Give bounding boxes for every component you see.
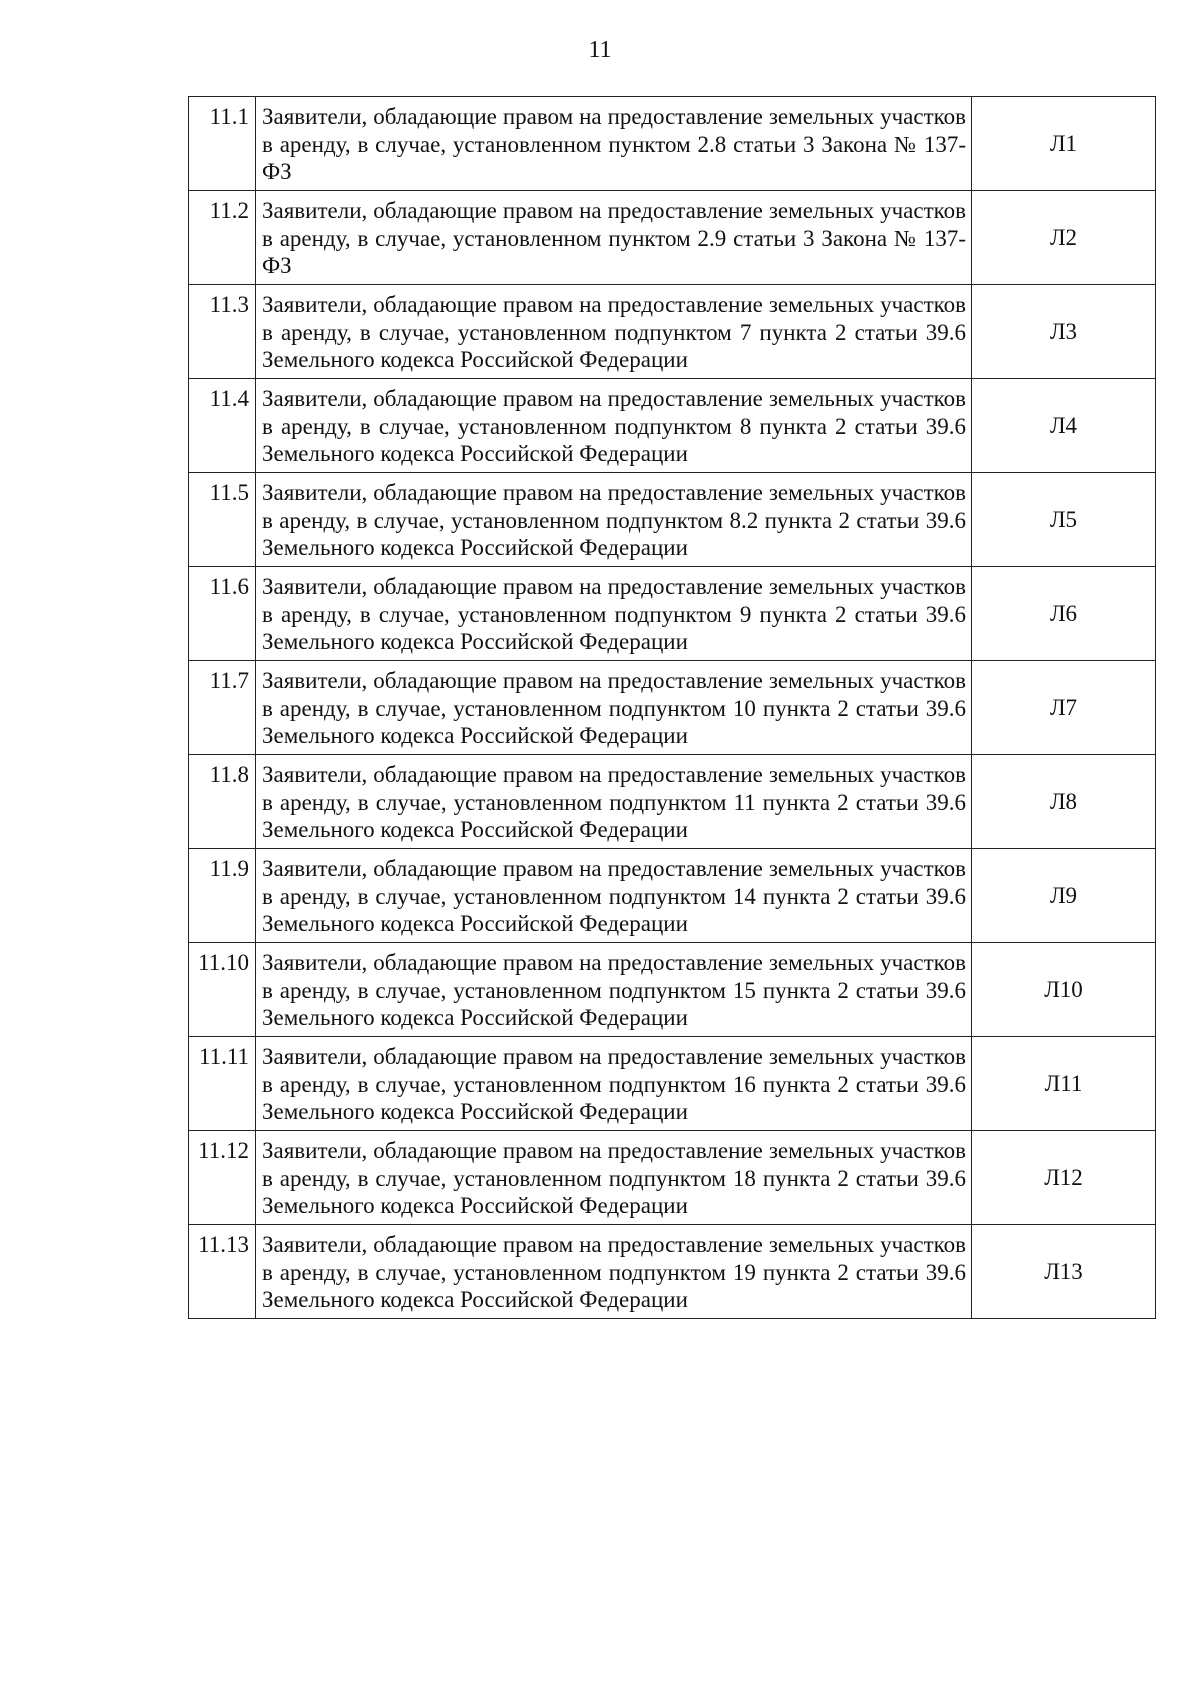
applicants-table bbox=[188, 96, 1156, 1319]
row-number: 11.7 bbox=[189, 661, 256, 755]
table-row bbox=[189, 285, 1156, 379]
table-row bbox=[189, 473, 1156, 567]
row-number: 11.4 bbox=[189, 379, 256, 473]
table-row bbox=[189, 379, 1156, 473]
row-code: Л11 bbox=[972, 1037, 1156, 1131]
row-number: 11.9 bbox=[189, 849, 256, 943]
row-number: 11.6 bbox=[189, 567, 256, 661]
row-number: 11.5 bbox=[189, 473, 256, 567]
row-number: 11.3 bbox=[189, 285, 256, 379]
row-description: Заявители, обладающие правом на предоставление земельных участков в аренду, в случае, установленном подпунктом 9 пункта 2 статьи 39.6 Земельного кодекса Российской Федерации bbox=[256, 567, 972, 661]
table-body bbox=[189, 97, 1156, 1319]
table-row bbox=[189, 191, 1156, 285]
row-number: 11.13 bbox=[189, 1225, 256, 1319]
row-code: Л12 bbox=[972, 1131, 1156, 1225]
row-code: Л13 bbox=[972, 1225, 1156, 1319]
row-number: 11.12 bbox=[189, 1131, 256, 1225]
row-code: Л1 bbox=[972, 97, 1156, 191]
row-number: 11.8 bbox=[189, 755, 256, 849]
row-description: Заявители, обладающие правом на предоставление земельных участков в аренду, в случае, установленном подпунктом 14 пункта 2 статьи 39.6 Земельного кодекса Российской Федерации bbox=[256, 849, 972, 943]
row-code: Л10 bbox=[972, 943, 1156, 1037]
row-code: Л4 bbox=[972, 379, 1156, 473]
row-description: Заявители, обладающие правом на предоставление земельных участков в аренду, в случае, установленном подпунктом 18 пункта 2 статьи 39.6 Земельного кодекса Российской Федерации bbox=[256, 1131, 972, 1225]
row-description: Заявители, обладающие правом на предоставление земельных участков в аренду, в случае, установленном подпунктом 8.2 пункта 2 статьи 39.6 Земельного кодекса Российской Федерации bbox=[256, 473, 972, 567]
row-description: Заявители, обладающие правом на предоставление земельных участков в аренду, в случае, установленном подпунктом 19 пункта 2 статьи 39.6 Земельного кодекса Российской Федерации bbox=[256, 1225, 972, 1319]
table-row bbox=[189, 1225, 1156, 1319]
table-row bbox=[189, 567, 1156, 661]
row-code: Л2 bbox=[972, 191, 1156, 285]
row-description: Заявители, обладающие правом на предоставление земельных участков в аренду, в случае, установленном пунктом 2.9 статьи 3 Закона № 137-ФЗ bbox=[256, 191, 972, 285]
table-row bbox=[189, 97, 1156, 191]
row-description: Заявители, обладающие правом на предоставление земельных участков в аренду, в случае, установленном подпунктом 7 пункта 2 статьи 39.6 Земельного кодекса Российской Федерации bbox=[256, 285, 972, 379]
row-description: Заявители, обладающие правом на предоставление земельных участков в аренду, в случае, установленном подпунктом 15 пункта 2 статьи 39.6 Земельного кодекса Российской Федерации bbox=[256, 943, 972, 1037]
row-number: 11.2 bbox=[189, 191, 256, 285]
table-row bbox=[189, 943, 1156, 1037]
row-number: 11.1 bbox=[189, 97, 256, 191]
table-row bbox=[189, 849, 1156, 943]
row-code: Л9 bbox=[972, 849, 1156, 943]
row-description: Заявители, обладающие правом на предоставление земельных участков в аренду, в случае, установленном пунктом 2.8 статьи 3 Закона № 137-ФЗ bbox=[256, 97, 972, 191]
row-description: Заявители, обладающие правом на предоставление земельных участков в аренду, в случае, установленном подпунктом 10 пункта 2 статьи 39.6 Земельного кодекса Российской Федерации bbox=[256, 661, 972, 755]
row-code: Л8 bbox=[972, 755, 1156, 849]
row-code: Л7 bbox=[972, 661, 1156, 755]
page-number: 11 bbox=[588, 37, 612, 63]
row-number: 11.10 bbox=[189, 943, 256, 1037]
row-number: 11.11 bbox=[189, 1037, 256, 1131]
table-row bbox=[189, 1131, 1156, 1225]
row-description: Заявители, обладающие правом на предоставление земельных участков в аренду, в случае, установленном подпунктом 11 пункта 2 статьи 39.6 Земельного кодекса Российской Федерации bbox=[256, 755, 972, 849]
table-row bbox=[189, 1037, 1156, 1131]
row-description: Заявители, обладающие правом на предоставление земельных участков в аренду, в случае, установленном подпунктом 16 пункта 2 статьи 39.6 Земельного кодекса Российской Федерации bbox=[256, 1037, 972, 1131]
row-code: Л3 bbox=[972, 285, 1156, 379]
table-row bbox=[189, 755, 1156, 849]
row-code: Л6 bbox=[972, 567, 1156, 661]
row-description: Заявители, обладающие правом на предоставление земельных участков в аренду, в случае, установленном подпунктом 8 пункта 2 статьи 39.6 Земельного кодекса Российской Федерации bbox=[256, 379, 972, 473]
row-code: Л5 bbox=[972, 473, 1156, 567]
table-row bbox=[189, 661, 1156, 755]
